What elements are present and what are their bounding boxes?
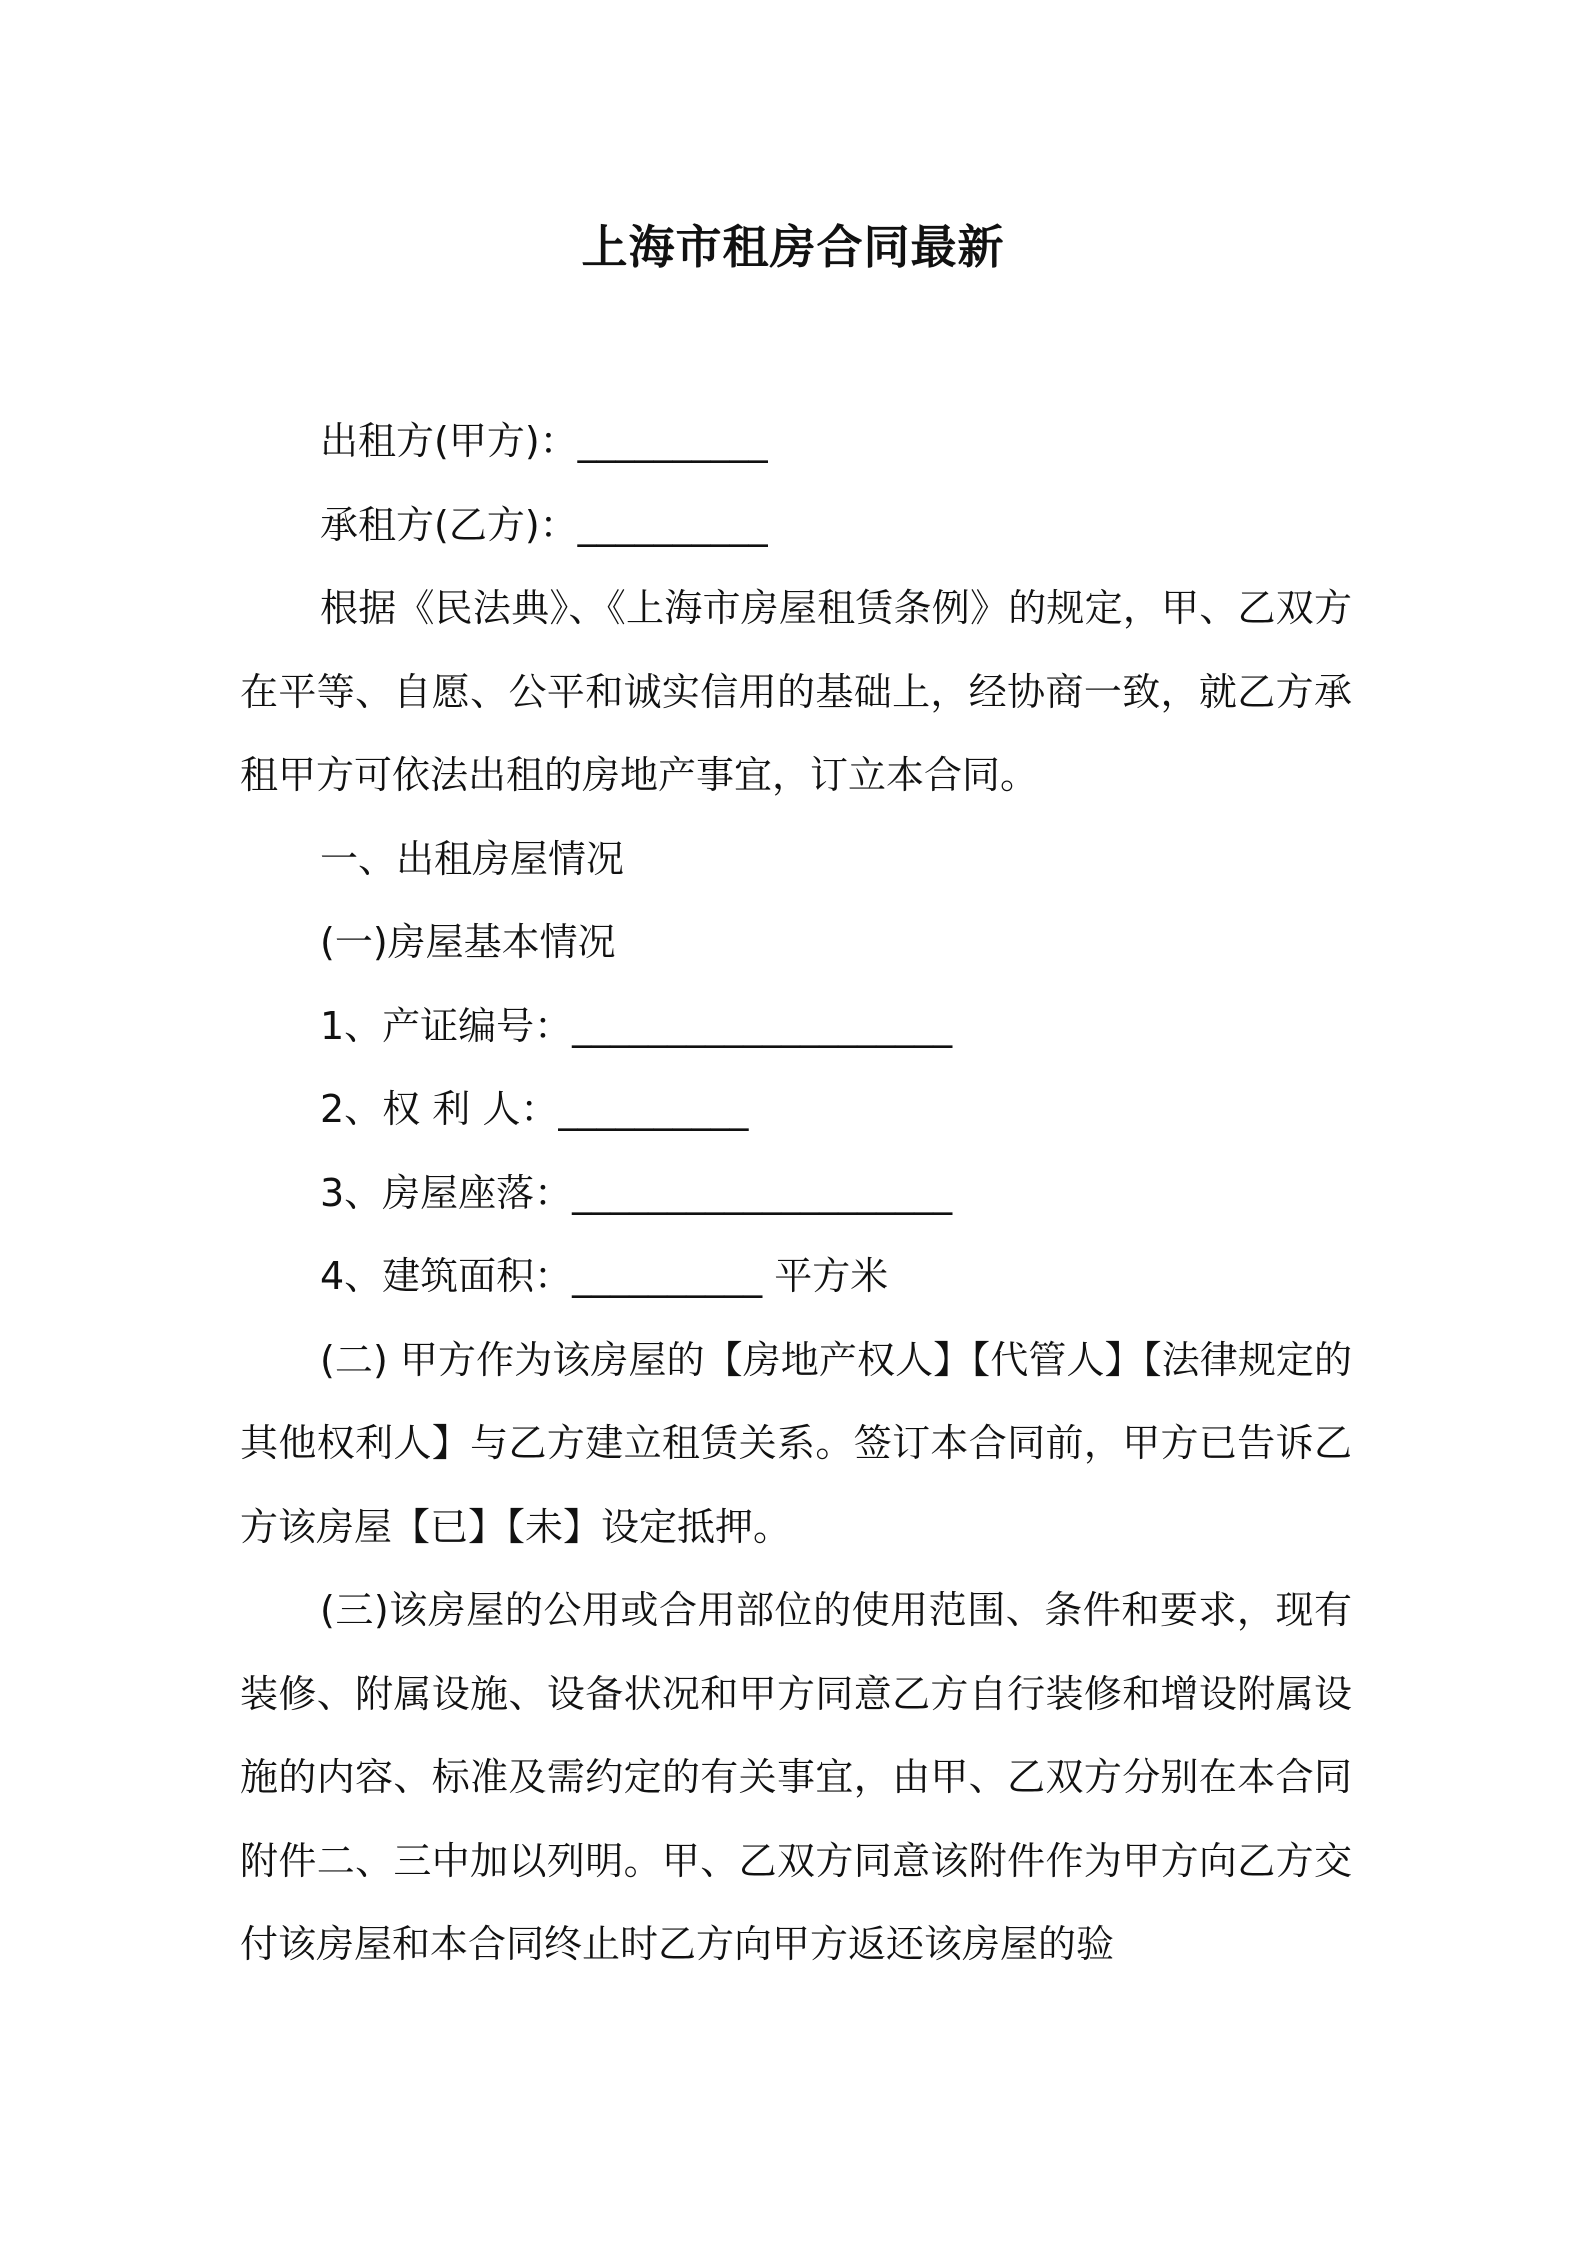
lessee-line: 承租方(乙方)：__________ [320, 502, 768, 547]
item-rights-holder: 2、权 利 人：__________ [320, 1087, 749, 1131]
document-title: 上海市租房合同最新 [581, 220, 1005, 274]
lessor-line: 出租方(甲方)：__________ [320, 419, 768, 463]
subsection-heading: (一)房屋基本情况 [320, 920, 616, 964]
item-certificate-number: 1、产证编号：____________________ [320, 1003, 953, 1048]
section-heading: 一、出租房屋情况 [320, 836, 625, 881]
document-body [240, 400, 1352, 1987]
item-house-location: 3、房屋座落：____________________ [320, 1170, 953, 1215]
item-building-area: 4、建筑面积：__________ 平方米 [320, 1254, 889, 1298]
ownership-paragraph: (二) 甲方作为该房屋的【房地产权人】【代管人】【法律规定的其他权利人】与乙方建立租赁关系。签订本合同前，甲方已告诉乙方该房屋【已】【未】设定抵押。 [240, 1337, 1352, 1549]
intro-paragraph: 根据《民法典》、《上海市房屋租赁条例》的规定，甲、乙双方在平等、自愿、公平和诚实信用的基础上，经协商一致，就乙方承租甲方可依法出租的房地产事宜，订立本合同。 [240, 586, 1352, 797]
facilities-paragraph: (三)该房屋的公用或合用部位的使用范围、条件和要求，现有装修、附属设施、设备状况和甲方同意乙方自行装修和增设附属设施的内容、标准及需约定的有关事宜，由甲、乙双方分别在本合同附件二、三中加以列明。甲、乙双方同意该附件作为甲方向乙方交付该房屋和本合同终止时乙方向甲方返还该房屋的验 [240, 1588, 1352, 1966]
